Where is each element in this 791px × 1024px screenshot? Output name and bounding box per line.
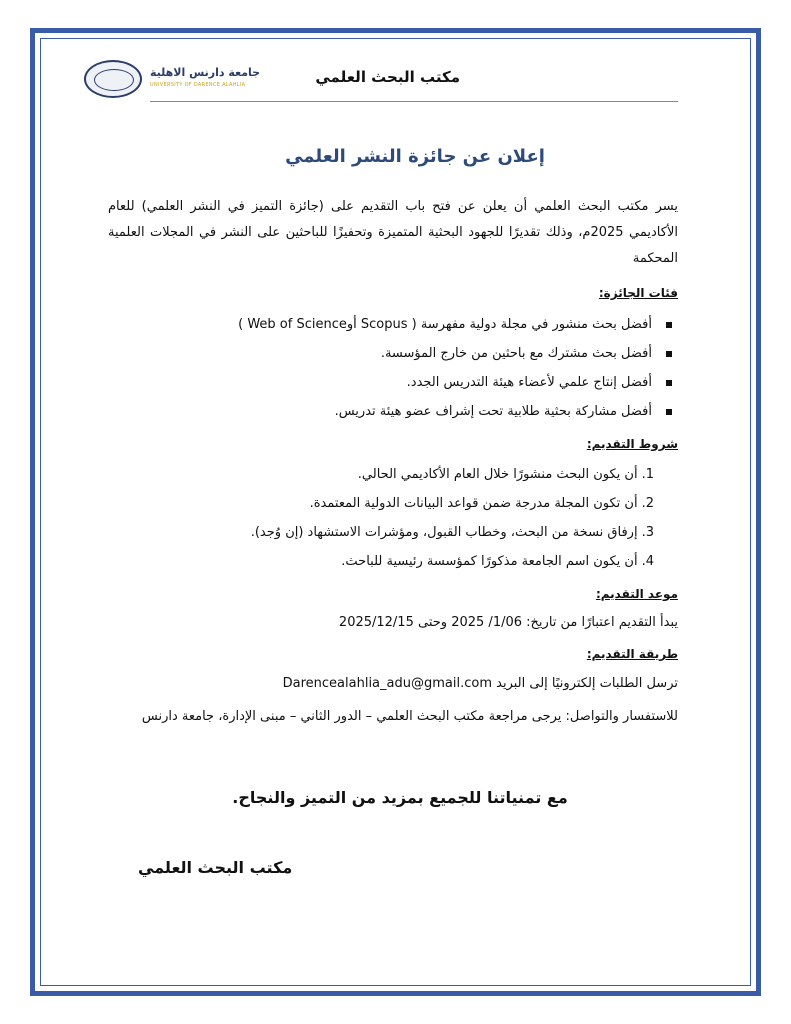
contact-text: للاستفسار والتواصل: يرجى مراجعة مكتب البحث العلمي – الدور الثاني – مبنى الإدارة، جامعة دارنس (141, 709, 678, 724)
conditions-heading: شروط التقديم: (586, 437, 678, 451)
university-logo-icon (84, 60, 142, 98)
email-line: ترسل الطلبات إلكترونيًا إلى البريد Darencealahlia_adu@gmail.com (282, 676, 678, 691)
intro-paragraph: يسر مكتب البحث العلمي أن يعلن عن فتح باب التقديم على (جائزة التميز في النشر العلمي) للعام الأكاديمي 2025م، وذلك تقديرًا للجهود البحثية المتميزة وتحفيزًا للباحثين على النشر في المجلات العلمية المحكمة (108, 199, 678, 266)
bullet-icon (666, 351, 672, 357)
deadline-heading: موعد التقديم: (595, 587, 678, 601)
bullet-icon (666, 322, 672, 328)
method-heading: طريقة التقديم: (586, 647, 678, 661)
list-item: أفضل مشاركة بحثية طلابية تحت إشراف عضو هيئة تدريس. (118, 397, 678, 426)
header-divider (150, 101, 678, 102)
list-item: أفضل بحث منشور في مجلة دولية مفهرسة ( Scopus أوWeb of Science ) (118, 310, 678, 339)
signature: مكتب البحث العلمي (138, 858, 293, 877)
list-item: 1.أن يكون البحث منشورًا خلال العام الأكاديمي الحالي. (357, 467, 654, 482)
categories-list (118, 310, 678, 426)
bullet-icon (666, 380, 672, 386)
deadline-text: يبدأ التقديم اعتبارًا من تاريخ: 1/06/ 2025 وحتى 2025/12/15 (338, 615, 678, 630)
closing-message: مع تمنياتنا للجميع بمزيد من التميز والنجاح. (232, 788, 568, 807)
university-name-en: UNIVERSITY OF DARENCE ALAHLIA (150, 82, 246, 88)
conditions-list (118, 460, 678, 576)
university-name-ar: جامعة دارنس الاهلية (150, 66, 261, 79)
letterhead (80, 58, 680, 104)
office-title: مكتب البحث العلمي (315, 68, 460, 86)
list-item: 4.أن يكون اسم الجامعة مذكورًا كمؤسسة رئيسية للباحث. (341, 554, 654, 569)
announcement-title: إعلان عن جائزة النشر العلمي (285, 146, 545, 167)
list-item: أفضل بحث مشترك مع باحثين من خارج المؤسسة. (118, 339, 678, 368)
list-item: أفضل إنتاج علمي لأعضاء هيئة التدريس الجدد. (118, 368, 678, 397)
email-link[interactable]: Darencealahlia_adu@gmail.com (282, 676, 492, 691)
bullet-icon (666, 409, 672, 415)
list-item: 3.إرفاق نسخة من البحث، وخطاب القبول، ومؤشرات الاستشهاد (إن وُجد). (250, 525, 654, 540)
list-item: 2.أن تكون المجلة مدرجة ضمن قواعد البيانات الدولية المعتمدة. (309, 496, 654, 511)
categories-heading: فئات الجائزة: (598, 286, 678, 300)
